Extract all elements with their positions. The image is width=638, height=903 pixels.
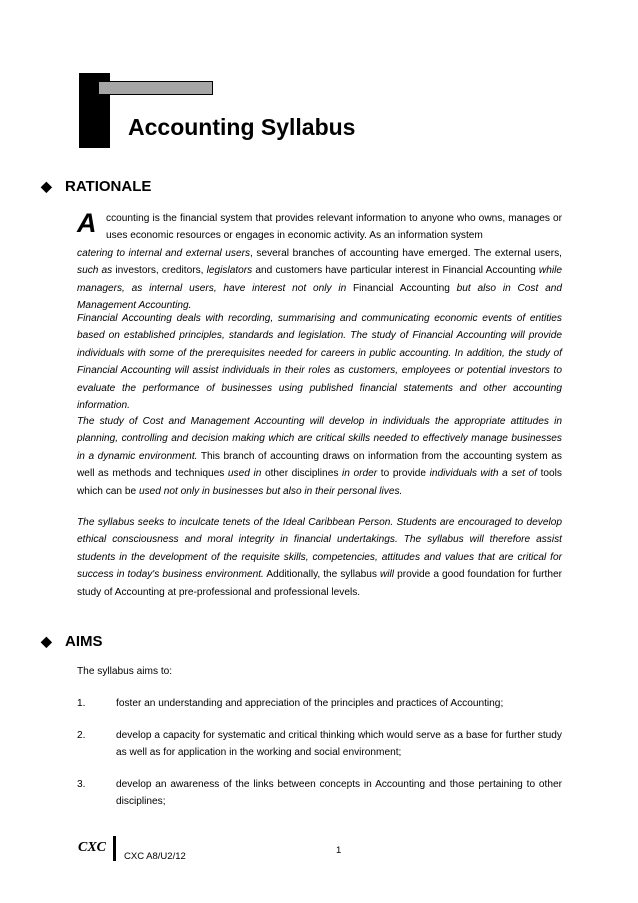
paragraph-text bbox=[77, 245, 562, 315]
text-span: legislators bbox=[206, 265, 253, 277]
text-span: catering to internal and external users bbox=[77, 248, 251, 259]
cxc-logo bbox=[77, 836, 107, 858]
text-span: such as bbox=[77, 265, 113, 277]
list-item: develop an awareness of the links between concepts in Accounting and those pertaining to other disciplines; bbox=[116, 779, 562, 808]
section-heading-label: RATIONALE bbox=[65, 178, 152, 195]
paragraph-text bbox=[106, 210, 562, 245]
text-span: used not only in businesses but also in their personal lives. bbox=[138, 485, 403, 497]
text-span: Financial Accounting bbox=[353, 282, 450, 294]
text-span: investors, creditors, bbox=[115, 265, 204, 277]
page-title: Accounting Syllabus bbox=[128, 114, 356, 140]
section-heading-label: AIMS bbox=[65, 633, 103, 650]
text-span: other disciplines bbox=[264, 468, 339, 480]
text-span: will bbox=[379, 569, 395, 581]
list-item: develop a capacity for systematic and critical thinking which would serve as a base for further study as well as for application in the working and social environment; bbox=[116, 730, 562, 759]
section-heading-rationale bbox=[41, 178, 151, 195]
aims-intro: The syllabus aims to: bbox=[77, 666, 173, 677]
text-span: and customers have particular interest in Financial Accounting bbox=[255, 265, 536, 277]
text-span: in order bbox=[342, 468, 378, 480]
paragraph-text bbox=[77, 413, 562, 500]
text-span: The study of Cost and Management Accounting will develop in individuals the appropriate attitudes in planning, controlling and decision making which are critical skills needed to effectively manage businesses in a dynamic environment. bbox=[77, 416, 562, 462]
text-span: used in bbox=[227, 468, 262, 480]
footer-code: CXC A8/U2/12 bbox=[124, 851, 186, 862]
header-grey-bar bbox=[98, 81, 213, 95]
text-span: provide a good foundation for further study of Accounting at pre-professional and professional levels. bbox=[77, 569, 562, 598]
list-item-number: 3. bbox=[77, 779, 86, 790]
text-span: while managers, as internal users, have interest not only in bbox=[77, 265, 562, 294]
list-item: foster an understanding and appreciation of the principles and practices of Accounting; bbox=[116, 698, 504, 709]
text-span: , several branches of accounting have emerged. The external users, bbox=[250, 248, 562, 259]
text-span: This branch of accounting draws on information from the accounting system as well as methods and techniques bbox=[77, 450, 562, 480]
text-span: but also in Cost and Management Accounting. bbox=[77, 282, 562, 312]
list-item-number: 2. bbox=[77, 730, 86, 741]
text-span: The syllabus seeks to inculcate tenets of the Ideal Caribbean Person. Students are encouraged to develop ethical consciousness and moral integrity in financial undertakings. The syllabus will therefore assist students in the development of the requisite skills, competencies, attitudes and values that are critical for success in today's business environment. bbox=[77, 517, 562, 581]
paragraph-text: Financial Accounting deals with recording, summarising and communicating economic events of entities based on established principles, standards and legislation. The study of Financial Accounting will provide individuals with some of the prerequisites needed for careers in public accounting. In addition, the study of Financial Accounting will assist individuals in their roles as customers, employees or potential investors to evaluate the performance of businesses using published financial statements and other accounting information. bbox=[77, 313, 562, 412]
drop-cap: A bbox=[77, 208, 97, 238]
paragraph-text bbox=[77, 514, 562, 601]
text-span: Additionally, the syllabus bbox=[266, 569, 377, 581]
footer-divider bbox=[113, 836, 116, 861]
diamond-bullet-icon: ◆ bbox=[41, 633, 52, 649]
list-item-number: 1. bbox=[77, 698, 86, 709]
text-span: tools which can be bbox=[77, 468, 562, 497]
text-span: ccounting is the financial system that provides relevant information to anyone who owns, manages or uses economic resources or engages in economic activity. As an information system bbox=[106, 213, 562, 242]
diamond-bullet-icon: ◆ bbox=[41, 178, 52, 194]
page-number: 1 bbox=[336, 845, 342, 856]
section-heading-aims bbox=[41, 633, 103, 650]
cxc-logo-text: CXC bbox=[78, 840, 107, 855]
text-span: to provide bbox=[380, 468, 427, 480]
text-span: individuals with a set of bbox=[429, 468, 537, 480]
